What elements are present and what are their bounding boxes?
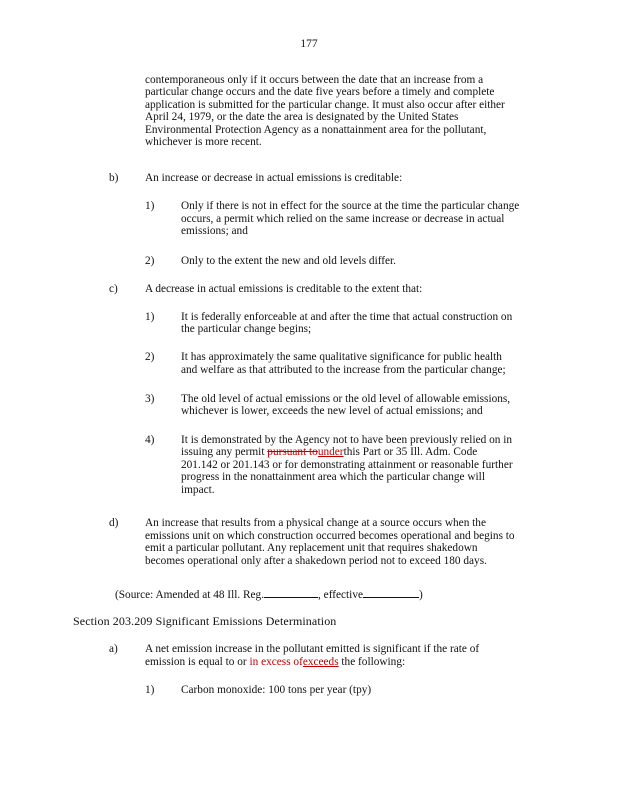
paragraph-line-amended [145,656,405,668]
item-line-amended [181,446,477,458]
deleted-text: pursuant to [267,446,318,458]
item-line: occurs, a permit which relied on the same increase or decrease in actual [181,213,505,225]
intro-line: application is submitted for the particular change. It must also occur after either [145,99,505,111]
item-line: and welfare as that attributed to the increase from the particular change; [181,364,506,376]
blank-line [264,587,318,598]
item-line: Only to the extent the new and old levels differ. [181,255,397,267]
subsection-label: c) [109,283,118,295]
paragraph-line: becomes operational only after a shakedown period not to exceed 180 days. [145,555,487,567]
item-number: 1) [145,200,155,212]
item-line: progress in the nonattainment area which the particular change will [181,471,485,483]
text-segment: the following: [338,656,406,668]
source-note-text: (Source: Amended at 48 Ill. Reg. [115,589,265,601]
page-number: 177 [300,38,318,50]
item-line: whichever is lower, exceeds the new level of actual emissions; and [181,405,483,417]
item-line: The old level of actual emissions or the old level of allowable emissions, [181,393,511,405]
item-line: It is federally enforceable at and after the time that actual construction on [181,311,513,323]
subsection-text: A decrease in actual emissions is creditable to the extent that: [145,283,423,295]
source-note-text: , effective [318,589,363,601]
inserted-text: exceeds [302,656,339,668]
subsection-label: b) [109,172,119,184]
section-heading: Section 203.209 Significant Emissions Determination [73,614,337,628]
item-line: the particular change begins; [181,323,312,335]
paragraph-line: A net emission increase in the pollutant emitted is significant if the rate of [145,643,480,655]
intro-line: particular change occurs and the date five years before a timely and complete [145,86,495,98]
intro-line: contemporaneous only if it occurs between the date that an increase from a [145,74,484,86]
text-segment: this Part or 35 Ill. Adm. Code [343,446,478,458]
text-segment: emission is equal to or [145,656,250,668]
intro-line: whichever is more recent. [145,136,262,148]
inserted-text: under [317,446,344,458]
item-line: impact. [181,484,215,496]
item-line: 201.142 or 201.143 or for demonstrating attainment or reasonable further [181,459,513,471]
item-number: 3) [145,393,155,405]
paragraph-line: emissions unit on which construction occurred becomes operational and begins to [145,530,515,542]
paragraph-line: emit a particular pollutant. Any replacement unit that requires shakedown [145,542,478,554]
item-number: 1) [145,684,155,696]
source-note [115,587,423,601]
intro-line: Environmental Protection Agency as a nonattainment area for the pollutant, [145,124,487,136]
subsection-label: a) [109,643,118,655]
subsection-label: d) [109,517,119,529]
item-line: Carbon monoxide: 100 tons per year (tpy) [181,684,372,696]
deleted-text: in excess of [249,656,303,668]
intro-line: April 24, 1979, or the date the area is designated by the United States [145,111,459,123]
subsection-text: An increase or decrease in actual emissions is creditable: [145,172,403,184]
item-line: It is demonstrated by the Agency not to have been previously relied on in [181,434,512,446]
item-line: It has approximately the same qualitative significance for public health [181,351,502,363]
paragraph-line: An increase that results from a physical change at a source occurs when the [145,517,486,529]
item-number: 2) [145,255,155,267]
item-number: 4) [145,434,155,446]
blank-line [363,587,419,598]
item-line: emissions; and [181,225,248,237]
item-line: Only if there is not in effect for the source at the time the particular change [181,200,520,212]
source-note-text: ) [418,589,423,601]
item-number: 2) [145,351,155,363]
text-segment: issuing any permit [181,446,268,458]
item-number: 1) [145,311,155,323]
